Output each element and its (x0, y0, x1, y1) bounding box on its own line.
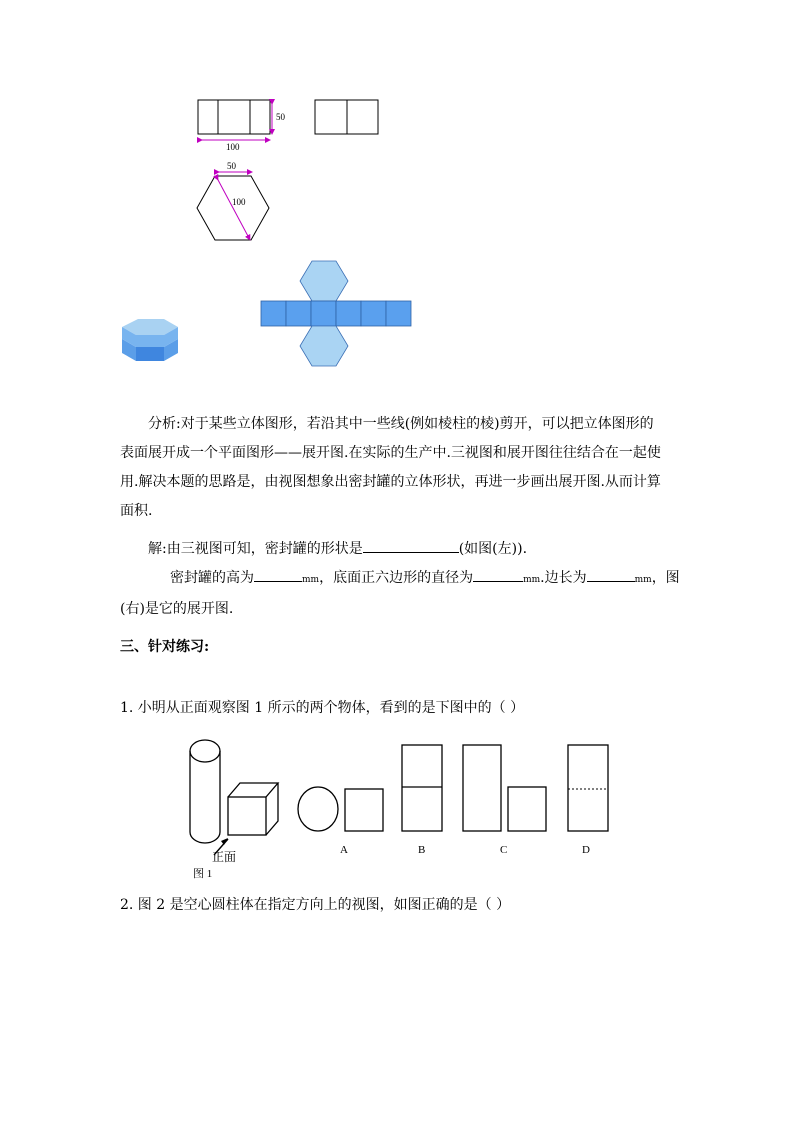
height-unit: mm (302, 575, 320, 585)
option-c-label: C (500, 844, 508, 856)
three-view-figure (180, 88, 400, 248)
question-2: 2. 图 2 是空心圆柱体在指定方向上的视图，如图正确的是（ ） (120, 897, 511, 913)
question-1: 1. 小明从正面观察图 1 所示的两个物体，看到的是下图中的（ ） (120, 700, 525, 716)
diameter-blank[interactable] (473, 567, 523, 582)
figure-1-caption: 图 1 (193, 868, 213, 880)
option-b-shapes (402, 745, 442, 831)
cylinder-object (190, 740, 220, 843)
fig-ref-text: ，图 (651, 570, 680, 586)
solution-line-1 (120, 535, 690, 564)
shape-blank[interactable] (363, 538, 459, 553)
side-view (315, 100, 378, 134)
option-a-shapes (298, 787, 383, 831)
side-text: .边长为 (540, 570, 587, 586)
prism-net (255, 255, 420, 375)
dim-width-label: 100 (226, 142, 240, 152)
dim-height-label: 50 (276, 112, 285, 122)
cube-object (228, 783, 278, 835)
option-a-label: A (340, 844, 348, 856)
dim-hex-side-label: 50 (227, 161, 236, 171)
analysis-line-2: 表面展开成一个平面图形——展开图.在实际的生产中.三视图和展开图往往结合在一起使 (120, 445, 661, 461)
diameter-text: ，底面正六边形的直径为 (319, 570, 474, 586)
solution-suffix: (如图(左)). (458, 541, 528, 557)
analysis-line-4: 面积. (120, 503, 153, 519)
dim-hex-diag-label: 100 (232, 197, 246, 207)
option-d-label: D (582, 844, 590, 856)
figure-1 (180, 735, 620, 885)
side-unit: mm (634, 575, 652, 585)
solution-line-3: (右)是它的展开图. (120, 601, 234, 617)
hexagonal-prism-3d (116, 313, 186, 363)
side-blank[interactable] (587, 567, 635, 582)
analysis-line-1: 分析:对于某些立体图形，若沿其中一些线(例如棱柱的棱)剪开，可以把立体图形的 (148, 416, 654, 432)
option-b-label: B (418, 844, 426, 856)
height-blank[interactable] (254, 567, 302, 582)
solution-paragraph (120, 535, 690, 624)
diameter-unit: mm (523, 575, 541, 585)
front-label: 正面 (212, 850, 237, 864)
solution-prefix: 解:由三视图可知，密封罐的形状是 (148, 541, 363, 557)
analysis-line-3: 用.解决本题的思路是，由视图想象出密封罐的立体形状，再进一步画出展开图.从而计算 (120, 474, 661, 490)
front-view (198, 100, 270, 134)
analysis-paragraph (120, 410, 680, 526)
section-title: 三、针对练习: (120, 639, 210, 655)
height-text: 密封罐的高为 (170, 570, 254, 586)
solution-line-2 (120, 564, 690, 595)
option-c-shapes (463, 745, 546, 831)
option-d-shapes (568, 745, 608, 831)
